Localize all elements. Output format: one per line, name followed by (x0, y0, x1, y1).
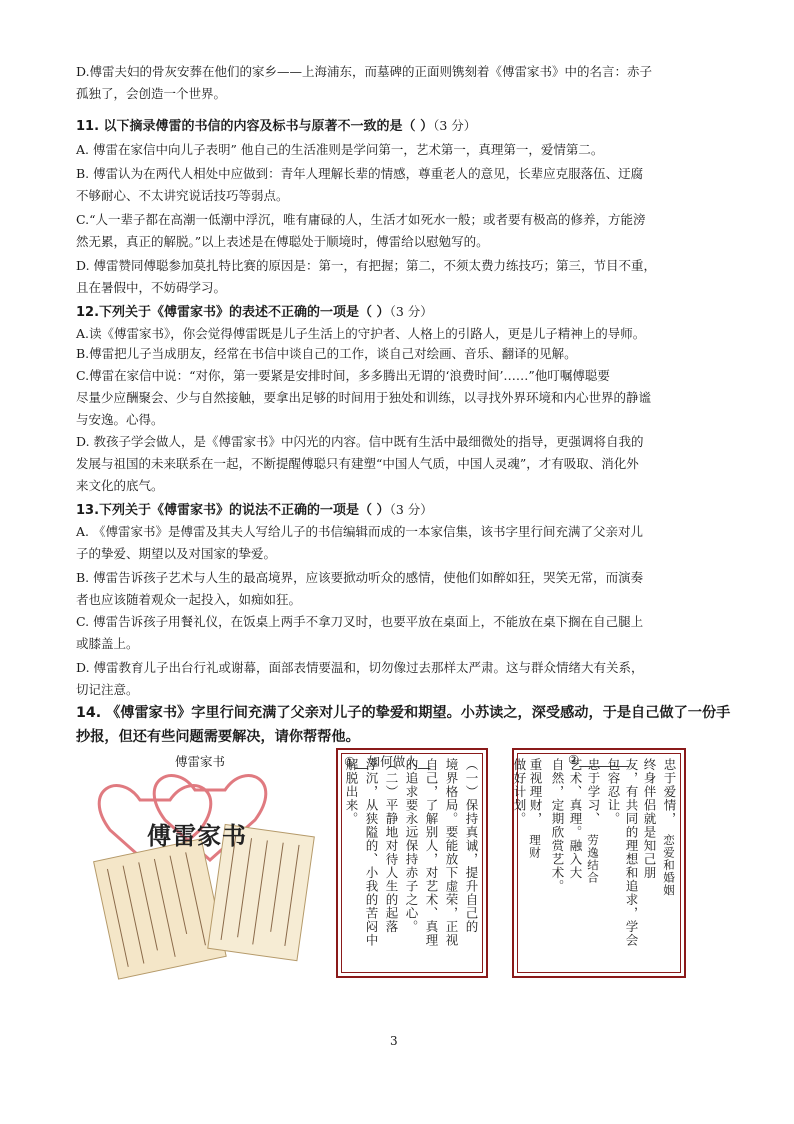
question-14: 14. 《傅雷家书》字里行间充满了父亲对儿子的挚爱和期望。小苏读之，深受感动，于是自己做了一份手 (76, 705, 731, 721)
question-11-score: （3 分） (433, 118, 477, 133)
box-how-to-be-a-person (336, 748, 488, 978)
question-11-text: 11. 以下摘录傅雷的书信的内容及标书与原著不一致的是（ ） (76, 119, 434, 134)
option-13c-cont: 或膝盖上。 (76, 636, 139, 651)
option-11c-cont: 然无累，真正的解脱。”以上表述是在傅聪处于顺境时，傅雷给以慰勉写的。 (76, 234, 489, 249)
option-13d-cont: 切记注意。 (76, 682, 139, 697)
box-2-column: 包容忍让。 (606, 758, 621, 826)
box-1-column: 自己，了解别人，对艺术、真理 (424, 758, 439, 947)
box-2-column: 终身伴侣就是知己朋 (642, 758, 657, 880)
text-line: D.傅雷夫妇的骨灰安葬在他们的家乡——上海浦东，而墓碑的正面则镌刻着《傅雷家书》中的名言：赤子 (76, 64, 653, 79)
box-2-column: 做好计划。 (512, 758, 527, 826)
question-11 (76, 118, 724, 135)
option-11d: D. 傅雷赞同傅聪参加莫扎特比赛的原因是：第一，有把握；第二，不须太费力练技巧；第三，节目不重， (76, 258, 657, 273)
option-11b: B. 傅雷认为在两代人相处中应做到：青年人理解长辈的情感，尊重老人的意见，长辈应克服落伍、迂腐 (76, 166, 644, 181)
box-1-caption: ①__如何做人__ (344, 754, 431, 769)
box-1-column: 境界格局。要能放下虚荣，正视 (444, 758, 459, 947)
option-12b: B.傅雷把儿子当成朋友，经常在书信中谈自己的工作，谈自己对绘画、音乐、翻译的见解。 (76, 346, 577, 361)
option-12a: A.读《傅雷家书》，你会觉得傅雷既是儿子生活上的守护者、人格上的引路人，更是儿子精神上的导师。 (76, 326, 646, 341)
question-12-text: 12.下列关于《傅雷家书》的表述不正确的一项是（ ） (76, 305, 390, 320)
option-12c-cont: 尽量少应酬聚会、少与自然接触，要拿出足够的时间用于独处和训练，以寻找外界环境和内心世界的静谧 (76, 390, 652, 405)
box-2-column: 自然，定期欣赏艺术。 (550, 758, 565, 893)
box-1-column: 的追求要永远保持赤子之心。 (404, 758, 419, 934)
option-11b-cont: 不够耐心、不太讲究说话技巧等弱点。 (76, 188, 289, 203)
question-13 (76, 502, 724, 519)
option-13a: A. 《傅雷家书》是傅雷及其夫人写给儿子的书信编辑而成的一本家信集，该书字里行间充满了父亲对儿 (76, 524, 643, 539)
option-13b-cont: 者也应该随着观众一起投入，如痴如狂。 (76, 592, 302, 607)
option-11c: C.“人一辈子都在高潮一低潮中浮沉，唯有庸碌的人，生活才如死水一般；或者要有极高的修养，方能滂 (76, 212, 646, 227)
box-2-column: 艺术、真理。融入大 (568, 758, 583, 880)
picture-title: 傅雷家书 (147, 822, 247, 850)
option-13a-cont: 子的挚爱、期望以及对国家的挚爱。 (76, 546, 277, 561)
box-2-inner (512, 753, 681, 973)
option-12c: C.傅雷在家信中说：“对你，第一要紧是安排时间，多多腾出无谓的‘浪费时间’……”他叮嘱傅聪要 (76, 368, 610, 383)
question-12-score: （3 分） (389, 304, 433, 319)
box-2-subheading: 恋爱和婚姻 (662, 834, 676, 897)
option-11a: A. 傅雷在家信中向儿子表明” 他自己的生活准则是学问第一，艺术第一，真理第一，爱情第二。 (76, 142, 604, 157)
box-1-column: （一）保持真诚，提升自己的 (464, 758, 479, 934)
box-2-subheading: 劳逸结合 (586, 834, 600, 884)
question-12 (76, 304, 724, 321)
box-2-subheading: 理财 (528, 834, 542, 859)
question-14-cont: 抄报，但还有些问题需要解决，请你帮帮他。 (76, 729, 360, 745)
page-number: 3 (390, 1034, 398, 1048)
box-2-column: 友，有共同的理想和追求，学会 (624, 758, 639, 947)
box-2-caption: ②________ (568, 752, 630, 767)
box-1-column: （二）平静地对待人生的起落 (384, 758, 399, 934)
option-13b: B. 傅雷告诉孩子艺术与人生的最高境界，应该要掀动听众的感情，使他们如醉如狂，哭笑无常，而演奏 (76, 570, 644, 585)
box-1-column: 解脱出来。 (344, 758, 359, 826)
option-13d: D. 傅雷教育儿子出台行礼或谢幕，面部表情要温和，切勿像过去那样太严肃。这与群众情绪大有关系， (76, 660, 644, 675)
option-13c: C. 傅雷告诉孩子用餐礼仪，在饭桌上两手不拿刀叉时，也要平放在桌面上，不能放在桌下搁在自己腿上 (76, 614, 644, 629)
box-2-column: 忠于爱情， (662, 758, 677, 826)
question-13-text: 13.下列关于《傅雷家书》的说法不正确的一项是（ ） (76, 503, 390, 518)
question-13-score: （3 分） (389, 502, 433, 517)
box-2-column: 重视理财， (528, 758, 543, 826)
box-topic-2 (512, 748, 686, 978)
option-12d-cont: 发展与祖国的未来联系在一起，不断提醒傅聪只有建塑“中国人气质，中国人灵魂”，才有吸取、消化外 (76, 456, 639, 471)
option-12d: D. 教孩子学会做人，是《傅雷家书》中闪光的内容。信中既有生活中最细微处的指导，更强调将自我的 (76, 434, 644, 449)
figure-caption: 傅雷家书 (175, 754, 226, 769)
option-11d-cont: 且在暑假中，不妨碍学习。 (76, 280, 227, 295)
option-12c-cont: 与安逸。心得。 (76, 412, 164, 427)
letters-illustration (85, 770, 325, 1000)
option-12d-cont: 来文化的底气。 (76, 478, 164, 493)
box-2-column: 忠于学习、 (586, 758, 601, 826)
box-1-column: 浮沉，从狭隘的、小我的苦闷中 (364, 758, 379, 947)
box-1-inner (341, 753, 483, 973)
hearts-icon (85, 770, 325, 980)
text-line: 孤独了，会创造一个世界。 (76, 86, 227, 101)
